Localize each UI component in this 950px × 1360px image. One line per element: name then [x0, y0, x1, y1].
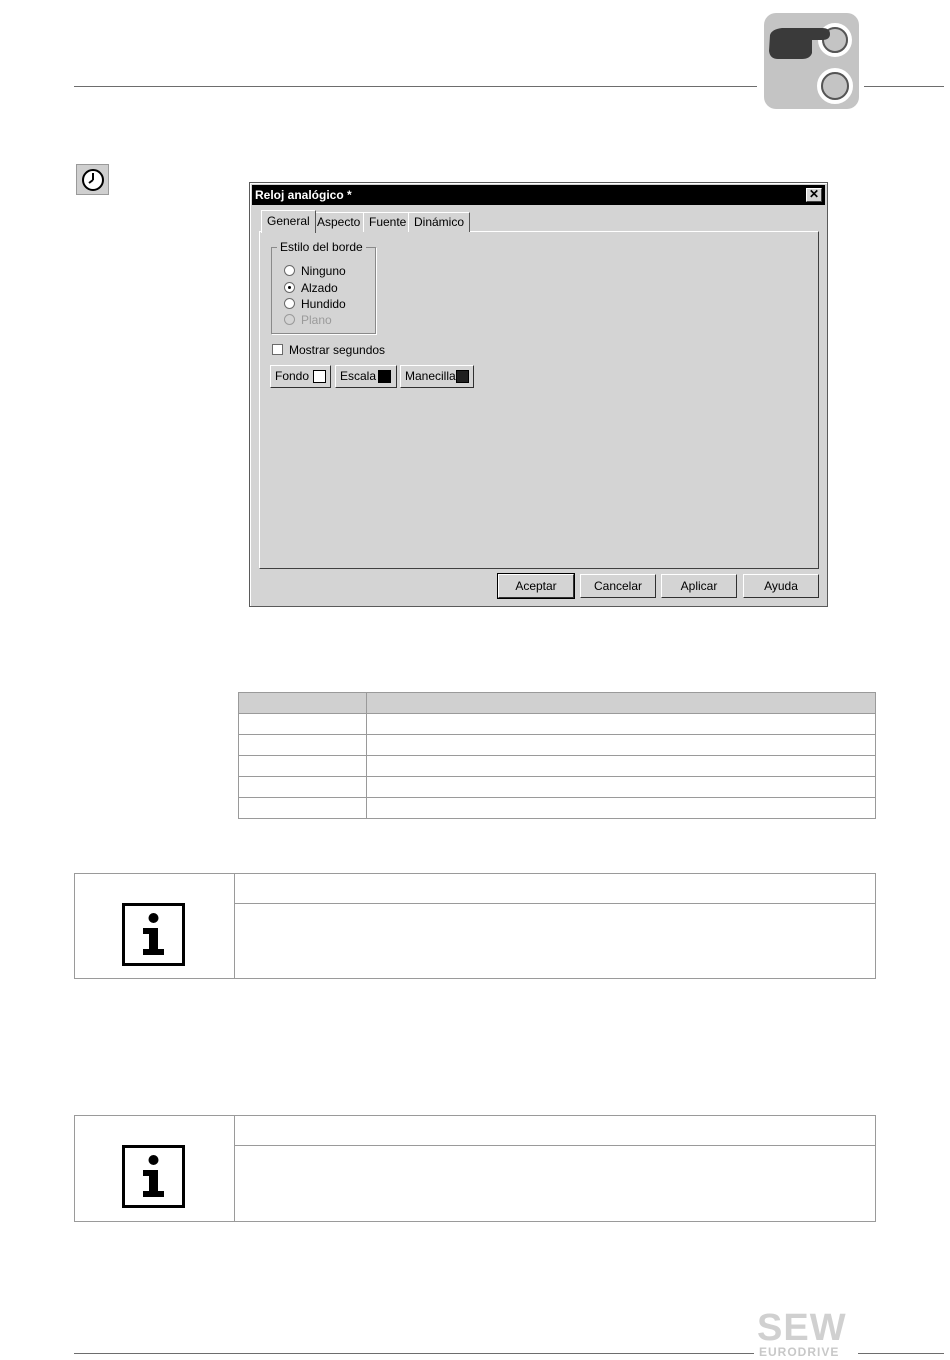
- close-icon: ✕: [808, 187, 820, 201]
- hand-color-label: Manecilla: [405, 369, 456, 383]
- hand-pressing-button-icon: [764, 13, 859, 109]
- info-divider-horizontal: [234, 1145, 875, 1146]
- radio-plano-label: Plano: [301, 313, 332, 327]
- radio-selected-dot: [288, 286, 291, 289]
- footer-rule-left: [74, 1353, 754, 1354]
- table-row: [239, 714, 876, 735]
- tab-aspecto[interactable]: [311, 212, 366, 232]
- parameter-table: [238, 692, 876, 819]
- close-button[interactable]: [806, 188, 822, 202]
- cancel-button[interactable]: Cancelar: [580, 574, 656, 598]
- table-cell: [239, 756, 367, 777]
- info-note-2: [74, 1115, 876, 1222]
- dialog-title: Reloj analógico *: [255, 188, 352, 202]
- table-cell: [366, 714, 875, 735]
- table-row: [239, 756, 876, 777]
- radio-ninguno-label: Ninguno: [301, 264, 346, 278]
- show-seconds-checkbox[interactable]: [272, 344, 283, 355]
- information-icon: [122, 903, 185, 966]
- table-row: [239, 777, 876, 798]
- radio-alzado[interactable]: [284, 282, 295, 293]
- section-logo: [764, 13, 859, 109]
- info-divider-vertical: [234, 1116, 235, 1221]
- background-color-button[interactable]: [270, 365, 331, 388]
- clock-toolbar-button[interactable]: [76, 164, 109, 195]
- apply-button[interactable]: Aplicar: [661, 574, 737, 598]
- header-rule-left: [74, 86, 757, 87]
- table-row: [239, 798, 876, 819]
- hand-color-swatch: [456, 370, 469, 383]
- information-icon: [122, 1145, 185, 1208]
- radio-alzado-label: Alzado: [301, 281, 338, 295]
- table-cell: [366, 756, 875, 777]
- sew-logo-text: SEW: [757, 1307, 847, 1349]
- tab-dinamico-label: Dinámico: [414, 215, 465, 229]
- sew-eurodrive-logo: [757, 1307, 857, 1360]
- scale-color-label: Escala: [340, 369, 377, 383]
- border-style-group-label: Estilo del borde: [277, 240, 366, 254]
- background-color-swatch: [313, 370, 326, 383]
- info-note-1: [74, 873, 876, 979]
- table-cell: [366, 735, 875, 756]
- tab-dinamico[interactable]: [408, 212, 470, 232]
- background-color-label: Fondo: [275, 369, 310, 383]
- eurodrive-logo-text: EURODRIVE: [759, 1345, 840, 1359]
- tab-fuente[interactable]: [363, 212, 412, 232]
- radio-hundido[interactable]: [284, 298, 295, 309]
- dialog-titlebar[interactable]: [252, 185, 825, 205]
- hand-color-button[interactable]: [400, 365, 474, 388]
- show-seconds-label: Mostrar segundos: [289, 343, 386, 357]
- table-cell: [239, 714, 367, 735]
- tab-general[interactable]: [261, 210, 316, 233]
- table-header-cell: [366, 693, 875, 714]
- radio-plano: [284, 314, 295, 325]
- scale-color-swatch: [378, 370, 391, 383]
- table-header-cell: [239, 693, 367, 714]
- table-cell: [366, 777, 875, 798]
- ok-button[interactable]: Aceptar: [498, 574, 574, 598]
- tab-general-label: General: [267, 214, 310, 228]
- radio-ninguno[interactable]: [284, 265, 295, 276]
- table-cell: [366, 798, 875, 819]
- table-row: [239, 735, 876, 756]
- help-button[interactable]: Ayuda: [743, 574, 819, 598]
- scale-color-button[interactable]: [335, 365, 397, 388]
- tab-fuente-label: Fuente: [369, 215, 407, 229]
- header-rule-right: [864, 86, 944, 87]
- table-cell: [239, 798, 367, 819]
- table-cell: [239, 735, 367, 756]
- table-header-row: [239, 693, 876, 714]
- analog-clock-icon: [81, 168, 105, 192]
- table-cell: [239, 777, 367, 798]
- radio-hundido-label: Hundido: [301, 297, 346, 311]
- info-divider-vertical: [234, 874, 235, 978]
- footer-rule-right: [858, 1353, 944, 1354]
- tab-aspecto-label: Aspecto: [317, 215, 361, 229]
- info-divider-horizontal: [234, 903, 875, 904]
